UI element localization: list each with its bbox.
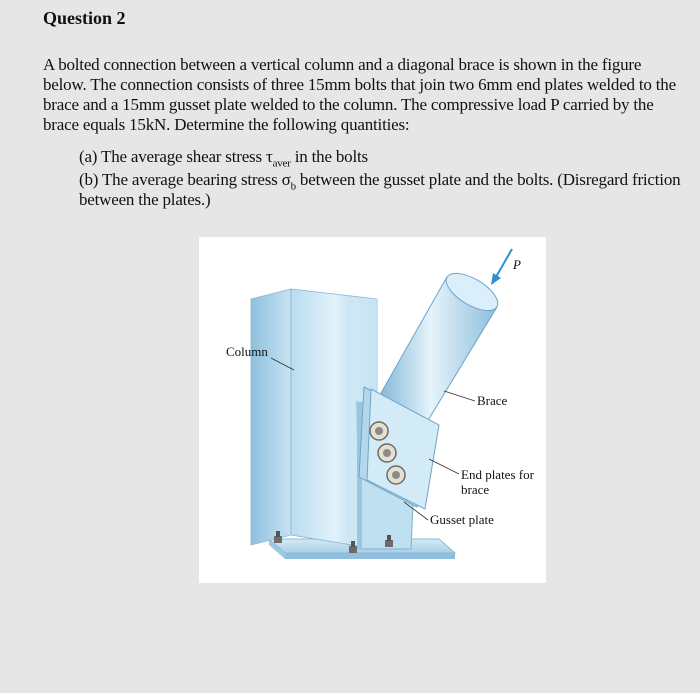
problem-statement: A bolted connection between a vertical column and a diagonal brace is shown in the figure below. The connection consists of three 15mm bolts that join two 6mm end plates welded to the brace and a 15mm gusset plate welded to the column. The compressive load P carried by the brace equals 15kN. Determine the following quantities: [43, 55, 676, 134]
connection-illustration [199, 237, 546, 583]
part-b-suffix: between the gusset plate and the bolts. (Disregard friction between the plates.) [79, 170, 681, 209]
tau-symbol: τ [265, 147, 273, 166]
bolt-2 [378, 444, 396, 462]
part-a-prefix: (a) The average shear stress [79, 147, 266, 166]
sigma-subscript: b [290, 180, 296, 193]
load-p-label: P [513, 257, 521, 272]
end-plates-label: End plates for brace [461, 467, 534, 497]
part-b [79, 170, 689, 210]
part-a-suffix: in the bolts [290, 147, 368, 166]
gusset-plate-label: Gusset plate [430, 512, 494, 527]
brace-label: Brace [477, 393, 508, 408]
part-a [79, 147, 689, 170]
question-title: Question 2 [43, 8, 126, 28]
part-b-prefix: (b) The average bearing stress [79, 170, 282, 189]
tau-subscript: aver [272, 157, 291, 170]
column-side-face [251, 289, 291, 545]
connection-figure [199, 237, 546, 583]
end-plates-leader [429, 459, 459, 474]
bolt-1 [370, 422, 388, 440]
column-label: Column [226, 344, 268, 359]
sigma-symbol: σ [281, 170, 291, 189]
brace-leader [444, 391, 475, 401]
load-arrow-icon [491, 249, 512, 285]
bolt-3 [387, 466, 405, 484]
base-plate-edge [285, 553, 455, 559]
